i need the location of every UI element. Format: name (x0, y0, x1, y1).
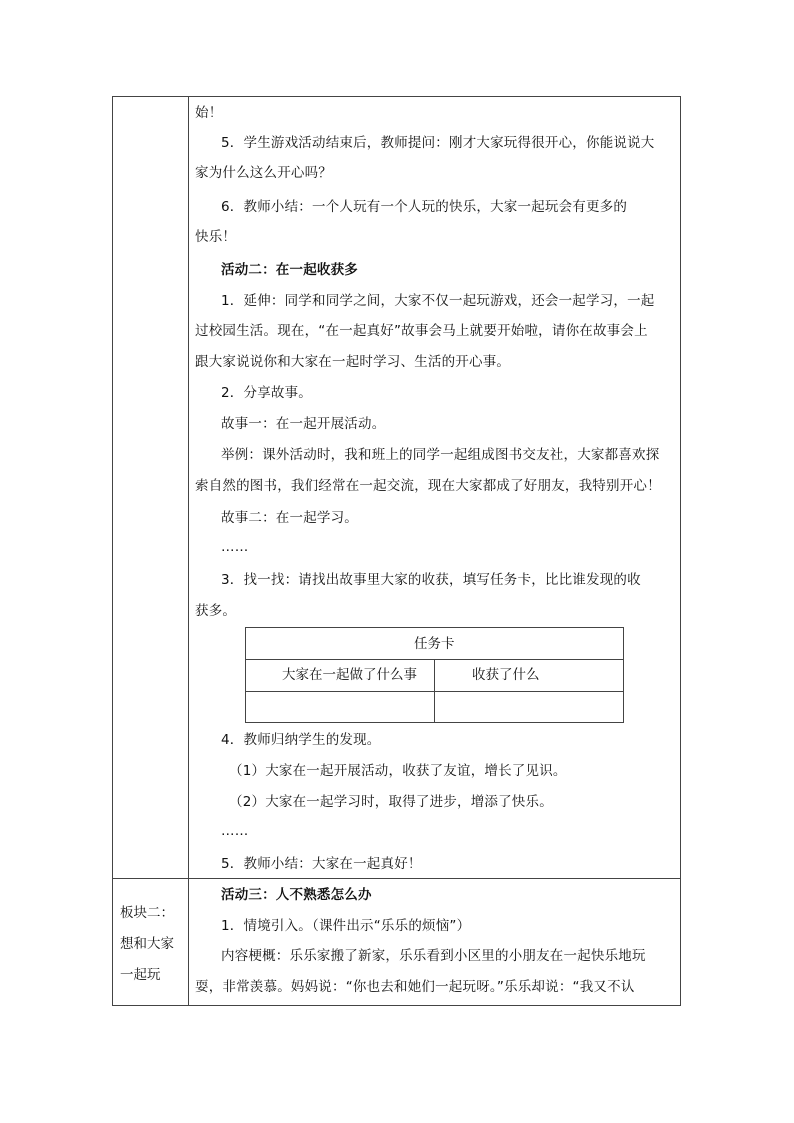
section-label: 板块二： (120, 905, 174, 921)
card-divider (434, 659, 435, 722)
text-line: …… (221, 539, 249, 555)
text-line: 1．情境引入。（课件出示“乐乐的烦恼”） (221, 918, 471, 934)
text-line: 耍，非常羡慕。妈妈说：“你也去和她们一起玩呀。”乐乐却说：“我又不认 (195, 979, 635, 995)
activity-heading: 活动二：在一起收获多 (221, 262, 358, 278)
text-line: 1．延伸：同学和同学之间，大家不仅一起玩游戏，还会一起学习，一起 (221, 293, 655, 309)
text-line: （1）大家在一起开展活动，收获了友谊，增长了见识。 (229, 763, 567, 779)
text-line: 始！ (195, 105, 223, 121)
task-card-table (245, 627, 624, 723)
text-line: 索自然的图书，我们经常在一起交流，现在大家都成了好朋友，我特别开心！ (195, 478, 661, 494)
text-line: 6．教师小结：一个人玩有一个人玩的快乐，大家一起玩会有更多的 (221, 199, 628, 215)
section-label: 一起玩 (120, 967, 161, 983)
activity-heading: 活动三：人不熟悉怎么办 (221, 887, 372, 903)
section-label: 想和大家 (120, 936, 174, 952)
text-line: 4．教师归纳学生的发现。 (221, 732, 381, 748)
text-line: 故事一：在一起开展活动。 (221, 416, 386, 432)
text-line: 内容梗概：乐乐家搬了新家，乐乐看到小区里的小朋友在一起快乐地玩 (221, 948, 646, 964)
text-line: 家为什么这么开心吗？ (195, 165, 332, 181)
text-line: 过校园生活。现在，“在一起真好”故事会马上就要开始啦，请你在故事会上 (195, 323, 648, 339)
row-divider (112, 878, 681, 879)
text-line: 快乐！ (195, 229, 237, 245)
text-line: （2）大家在一起学习时，取得了进步，增添了快乐。 (229, 794, 553, 810)
text-line: 故事二：在一起学习。 (221, 510, 358, 526)
task-card-column-header: 收获了什么 (472, 667, 540, 683)
text-line: 举例：课外活动时，我和班上的同学一起组成图书交友社，大家都喜欢探 (221, 447, 660, 463)
task-card-title: 任务卡 (414, 636, 455, 652)
text-line: 5．学生游戏活动结束后，教师提问：刚才大家玩得很开心，你能说说大 (221, 135, 655, 151)
text-line: 3．找一找：请找出故事里大家的收获，填写任务卡，比比谁发现的收 (221, 572, 641, 588)
text-line: 2．分享故事。 (221, 385, 312, 401)
text-line: 获多。 (195, 603, 237, 619)
column-divider (188, 96, 189, 1006)
text-line: 5．教师小结：大家在一起真好！ (221, 856, 422, 872)
text-line: 跟大家说说你和大家在一起时学习、生活的开心事。 (195, 354, 511, 370)
text-line: …… (221, 823, 249, 839)
task-card-column-header: 大家在一起做了什么事 (282, 667, 417, 683)
